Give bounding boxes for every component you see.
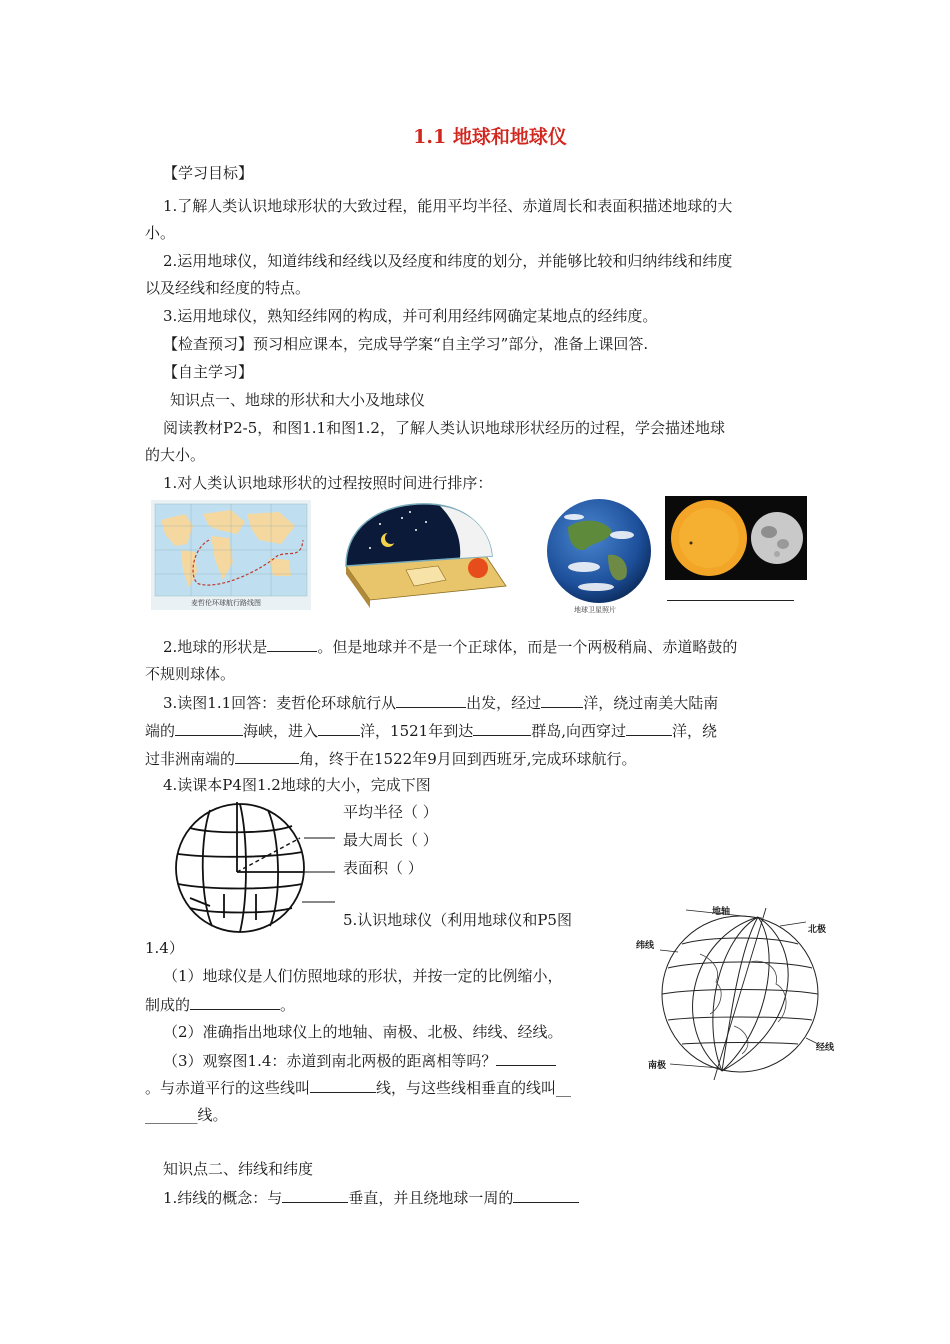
map-caption: 麦哲伦环球航行路线图 xyxy=(191,599,261,607)
question-2: 2.地球的形状是 。但是地球并不是一个正球体，而是一个两极稍扁、赤道略鼓的 xyxy=(163,638,738,656)
satellite-earth-image xyxy=(538,497,660,617)
longitude-line-label: 经线 xyxy=(816,1043,835,1053)
objective-1-line-1: 1.了解人类认识地球形状的大致过程，能用平均半径、赤道周长和表面积描述地球的大 xyxy=(163,197,733,215)
ocean-2-blank[interactable] xyxy=(318,720,360,736)
globe-definition-blank[interactable] xyxy=(190,994,280,1010)
equal-distance-blank[interactable] xyxy=(496,1050,556,1066)
ocean-3-blank[interactable] xyxy=(626,720,672,736)
page-title: 1.1 地球和地球仪 xyxy=(413,126,567,148)
reading-line-1: 阅读教材P2-5，和图1.1和图1.2，了解人类认识地球形状经历的过程，学会描述地球 xyxy=(163,419,725,437)
perpendicular-blank[interactable] xyxy=(282,1187,348,1203)
question-3-line-1: 3.读图1.1回答：麦哲伦环球航行从 出发，经过 洋，绕过南美大陆南 xyxy=(163,694,719,712)
start-point-blank[interactable] xyxy=(396,692,466,708)
question-3-line-3: 过非洲南端的 角，终于在1522年9月回到西班牙,完成环球航行。 xyxy=(145,750,637,768)
objective-3: 3.运用地球仪，熟知经纬网的构成，并可利用经纬网确定某地点的经纬度。 xyxy=(163,307,658,325)
cape-blank[interactable] xyxy=(235,748,299,764)
earth-size-diagram xyxy=(170,798,340,938)
question-2-line-2: 不规则球体。 xyxy=(145,665,236,683)
ocean-1-blank[interactable] xyxy=(541,692,583,708)
ancient-sky-dome-image xyxy=(340,500,512,610)
objective-1-line-2: 小。 xyxy=(145,224,176,242)
question-5-3-line-3: _______线。 xyxy=(145,1106,228,1124)
question-5-line-2: 1.4） xyxy=(145,939,184,957)
north-pole-label: 北极 xyxy=(808,925,827,935)
circle-blank[interactable] xyxy=(513,1187,579,1203)
south-pole-label: 南极 xyxy=(648,1061,667,1071)
question-5-3-line-2: 。与赤道平行的这些线叫 线，与这些线相垂直的线叫__ xyxy=(145,1079,572,1097)
latitude-line-label: 纬线 xyxy=(636,941,655,951)
average-radius-label: 平均半径（ ） xyxy=(343,803,438,821)
question-5-2: （2）准确指出地球仪上的地轴、南极、北极、纬线、经线。 xyxy=(163,1023,563,1041)
knowledge-point-2-title: 知识点二、纬线和纬度 xyxy=(163,1160,314,1178)
axis-label: 地轴 xyxy=(712,907,731,917)
objectives-header: 【学习目标】 xyxy=(163,164,254,182)
question-5-3-line-1: （3）观察图1.4：赤道到南北两极的距离相等吗？ xyxy=(163,1050,556,1071)
self-study-header: 【自主学习】 xyxy=(163,363,254,381)
knowledge-point-1-title: 知识点一、地球的形状和大小及地球仪 xyxy=(170,391,426,409)
question-3-line-2: 端的 海峡，进入 洋，1521年到达 群岛,向西穿过 洋，绕 xyxy=(145,722,718,740)
islands-blank[interactable] xyxy=(473,720,531,736)
max-circumference-label: 最大周长（ ） xyxy=(343,831,438,849)
strait-blank[interactable] xyxy=(175,720,243,736)
reading-line-2: 的大小。 xyxy=(145,446,206,464)
question-4: 4.读课本P4图1.2地球的大小，完成下图 xyxy=(163,776,431,794)
sequence-answer-line[interactable] xyxy=(667,600,794,601)
kp2-question-1: 1.纬线的概念：与 垂直，并且绕地球一周的 xyxy=(163,1187,579,1208)
globe-figure xyxy=(630,898,845,1084)
satellite-caption: 地球卫星照片 xyxy=(574,606,616,614)
sun-moon-image xyxy=(665,496,807,580)
preview-section: 【检查预习】预习相应课本，完成导学案“自主学习”部分，准备上课回答. xyxy=(163,335,649,353)
question-5-line-1: 5.认识地球仪（利用地球仪和P5图 xyxy=(343,911,572,929)
question-5-1-line-2: 制成的 。 xyxy=(145,996,296,1014)
objective-2-line-1: 2.运用地球仪，知道纬线和经线以及经度和纬度的划分，并能够比较和归纳纬线和纬度 xyxy=(163,252,733,270)
magellan-route-map-image xyxy=(151,500,311,610)
question-5-1-line-1: （1）地球仪是人们仿照地球的形状，并按一定的比例缩小， xyxy=(163,967,563,985)
question-1: 1.对人类认识地球形状的过程按照时间进行排序： xyxy=(163,474,493,492)
earth-shape-blank[interactable] xyxy=(267,636,317,652)
surface-area-label: 表面积（ ） xyxy=(343,859,423,877)
objective-2-line-2: 以及经线和经度的特点。 xyxy=(145,279,311,297)
parallel-lines-blank[interactable] xyxy=(310,1077,376,1093)
